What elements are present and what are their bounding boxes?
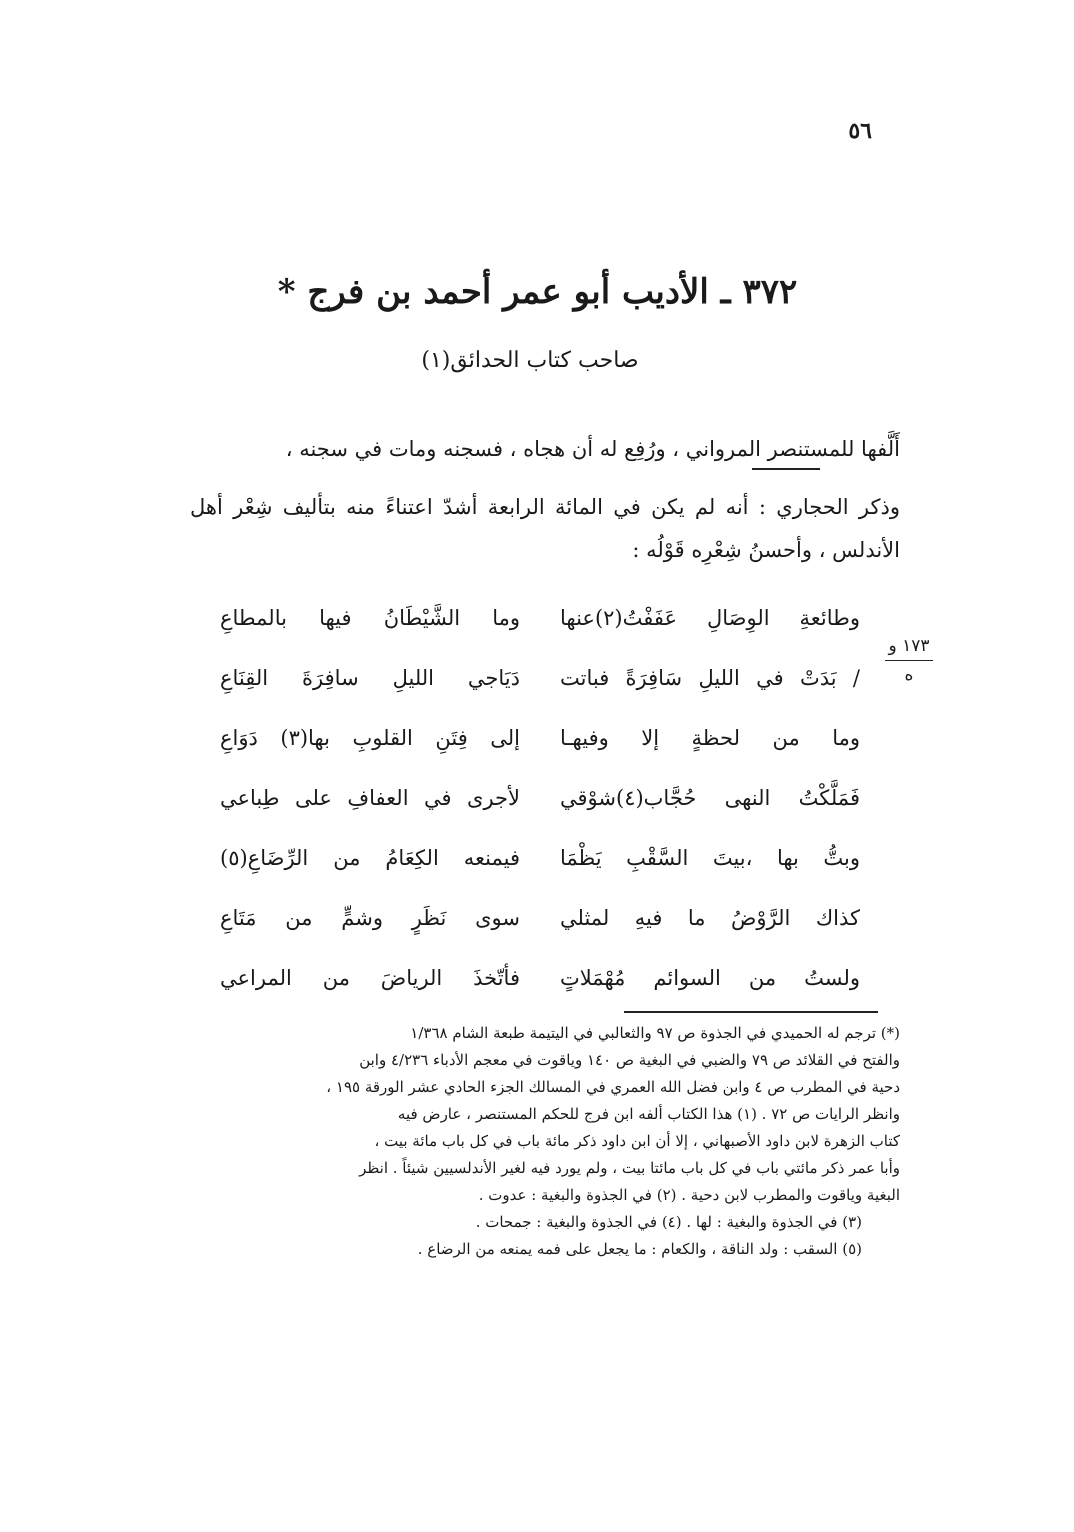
verse-line [220,768,860,828]
footnote-line: (*) ترجم له الحميدي في الجذوة ص ٩٧ والثعالبي في اليتيمة طبعة الشام ١/٣٦٨ [410,1024,900,1042]
footnote-separator [624,1011,878,1013]
footnote-line: (٣) في الجذوة والبغية : لها . (٤) في الجذوة والبغية : جمحات . [475,1213,862,1231]
biography-subtitle: صاحب كتاب الحدائق(١) [421,348,639,373]
folio-divider [885,660,933,661]
verse-first-hemistich: وما من لحظةٍ إلا وفيهـا [560,726,860,750]
verse-first-hemistich: وطائعةِ الوِصَالِ عَفَفْتُ(٢)عنها [560,606,860,630]
verse-first-hemistich: كذاك الرَّوْضُ ما فيهِ لمثلي [560,906,860,930]
verse-second-hemistich: فأتّخذَ الرياضَ من المراعي [220,966,520,990]
footnote-line: وأبا عمر ذكر مائتي باب في كل باب مائتا بيت ، ولم يورد فيه لغير الأندلسيين شيئاً . انظر [359,1159,900,1177]
footnotes [190,1020,900,1263]
verse-second-hemistich: سوى نَظَرٍ وشمٍّ من مَتَاعِ [220,906,520,930]
footnote-line: البغية وياقوت والمطرب لابن دحية . (٢) في الجذوة والبغية : عدوت . [478,1186,900,1204]
folio-number: ١٧٣ و [888,636,930,656]
verse-second-hemistich: فيمنعه الكِعَامُ من الرِّضَاعِ(٥) [220,846,520,870]
verse-first-hemistich: / بَدَتْ في الليلِ سَافِرَةً فباتت [560,666,860,690]
verse-first-hemistich: فَمَلَّكْتُ النهى حُجَّاب(٤)شوْقي [560,786,860,810]
verse-second-hemistich: إلى فِتَنِ القلوبِ بها(٣) دَوَاعِ [220,726,520,750]
page-number: ٥٦ [848,118,872,144]
footnote-line: والفتح في القلائد ص ٧٩ والضبي في البغية ص ١٤٠ وياقوت في معجم الأدباء ٤/٢٣٦ وابن [359,1051,900,1069]
poem [220,588,860,1008]
verse-second-hemistich: دَيَاجي الليلِ سافِرَةَ القِنَاعِ [220,666,520,690]
verse-line [220,708,860,768]
verse-line [220,948,860,1008]
intro-paragraph: أَلَّفها للمستنصر المرواني ، ورُفِع له أن هجاه ، فسجنه ومات في سجنه ، [285,437,900,461]
hijari-paragraph: وذكر الحجاري : أنه لم يكن في المائة الرابعة أشدّ اعتناءً منه بتأليف شِعْر أهل الأندلس ، وأحسنُ شِعْرِه قَوْلُه : [190,495,900,562]
verse-line [220,828,860,888]
verse-second-hemistich: وما الشَّيْطَانُ فيها بالمطاعِ [220,606,520,630]
biography-title: ٣٧٢ ـ الأديب أبو عمر أحمد بن فرج * [277,272,798,312]
verse-line [220,648,860,708]
verse-line [220,588,860,648]
inline-rule [752,468,820,470]
manuscript-folio-note [885,636,933,685]
footnote-line: وانظر الرايات ص ٧٢ . (١) هذا الكتاب ألفه ابن فرج للحكم المستنصر ، عارض فيه [397,1105,900,1123]
footnote-line: (٥) السقب : ولد الناقة ، والكعام : ما يجعل على فمه يمنعه من الرضاع . [417,1240,862,1258]
verse-first-hemistich: وبتُّ بها ،بيتَ السَّقْبِ يَظْمَا [560,846,860,870]
verse-first-hemistich: ولستُ من السوائم مُهْمَلاتٍ [560,966,860,990]
footnote-line: دحية في المطرب ص ٤ وابن فضل الله العمري في المسالك الجزء الحادي عشر الورقة ١٩٥ ، [326,1078,900,1096]
folio-letter: ه [904,665,914,685]
verse-second-hemistich: لأجرى في العفافِ على طِباعي [220,786,520,810]
verse-line [220,888,860,948]
footnote-line: كتاب الزهرة لابن داود الأصبهاني ، إلا أن ابن داود ذكر مائة باب في كل باب مائة بيت ، [374,1132,900,1150]
